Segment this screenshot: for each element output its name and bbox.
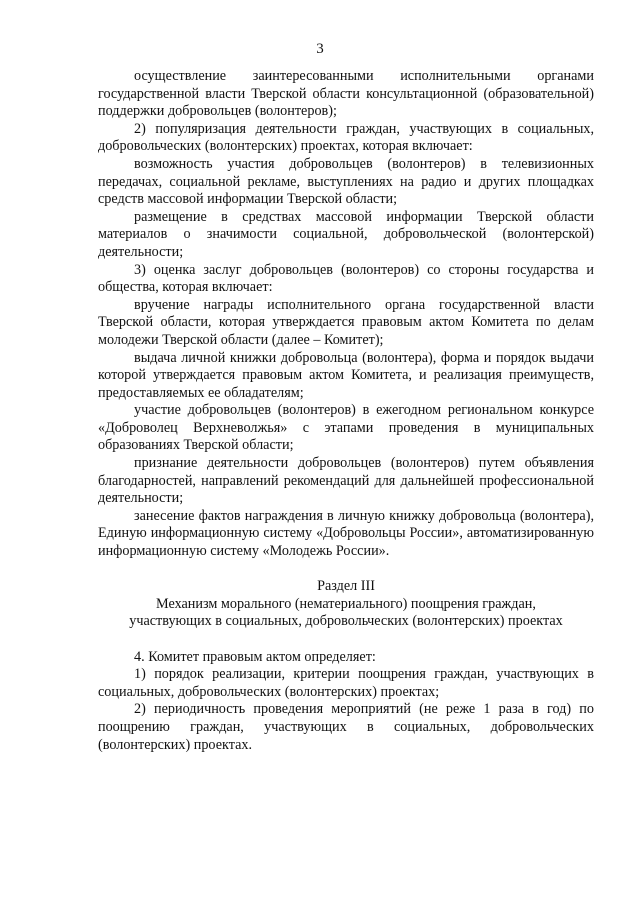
paragraph-award: вручение награды исполнительного органа государственной власти Тверской области, которая утверждается правовым актом Комитета по делам молодежи Тверской области (далее – Комитет); [98, 296, 594, 348]
paragraph-contest: участие добровольцев (волонтеров) в ежегодном региональном конкурсе «Доброволец Верхневолжья» с этапами проведения в муниципальных образованиях Тверской области; [98, 402, 594, 454]
section-title: Раздел III [317, 578, 375, 595]
spacer [98, 631, 594, 649]
paragraph-media-participation: возможность участия добровольцев (волонтеров) в телевизионных передачах, социальной рекламе, выступлениях на радио и других площадках средств массовой информации Тверской области; [98, 155, 594, 208]
paragraph-periodicity: 2) периодичность проведения мероприятий (не реже 1 раза в год) по поощрению граждан, участвующих в социальных, добровольческих (волонтерских) проектах. [98, 701, 594, 753]
section-header [98, 578, 594, 631]
paragraph-recognition: признание деятельности добровольцев (волонтеров) путем объявления благодарностей, направлений рекомендаций для дальнейшей профессиональной деятельности; [98, 455, 594, 507]
paragraph-volunteer-book: выдача личной книжки добровольца (волонтера), форма и порядок выдачи которой утверждается правовым актом Комитета, и реализация преимуществ, предоставляемых ее обладателям; [98, 349, 594, 401]
paragraph-media-placement: размещение в средствах массовой информации Тверской области материалов о значимости социальной, добровольческой (волонтерской) деятельности; [98, 208, 594, 260]
section-heading-line-2: участвующих в социальных, добровольческих (волонтерских) проектах [129, 613, 563, 630]
paragraph-procedure: 1) порядок реализации, критерии поощрения граждан, участвующих в социальных, добровольческих (волонтерских) проектах; [98, 666, 594, 700]
page-number: 3 [316, 41, 324, 57]
paragraph-registration: занесение фактов награждения в личную книжку добровольца (волонтера), Единую информационную систему «Добровольцы России», автоматизированную информационную систему «Молодежь России». [98, 507, 594, 560]
section-heading-line-1: Механизм морального (нематериального) поощрения граждан, [156, 595, 536, 612]
paragraph-consulting-support: осуществление заинтересованными исполнительными органами государственной власти Тверской области консультационной (образовательной) поддержки добровольцев (волонтеров); [98, 68, 594, 120]
paragraph-committee-defines: 4. Комитет правовым актом определяет: [134, 648, 376, 665]
paragraph-merit-assessment: 3) оценка заслуг добровольцев (волонтеров) со стороны государства и общества, которая включает: [98, 261, 594, 296]
paragraph-popularization: 2) популяризация деятельности граждан, участвующих в социальных, добровольческих (волонтерских) проектах, которая включает: [98, 120, 594, 155]
document-body [98, 68, 594, 754]
